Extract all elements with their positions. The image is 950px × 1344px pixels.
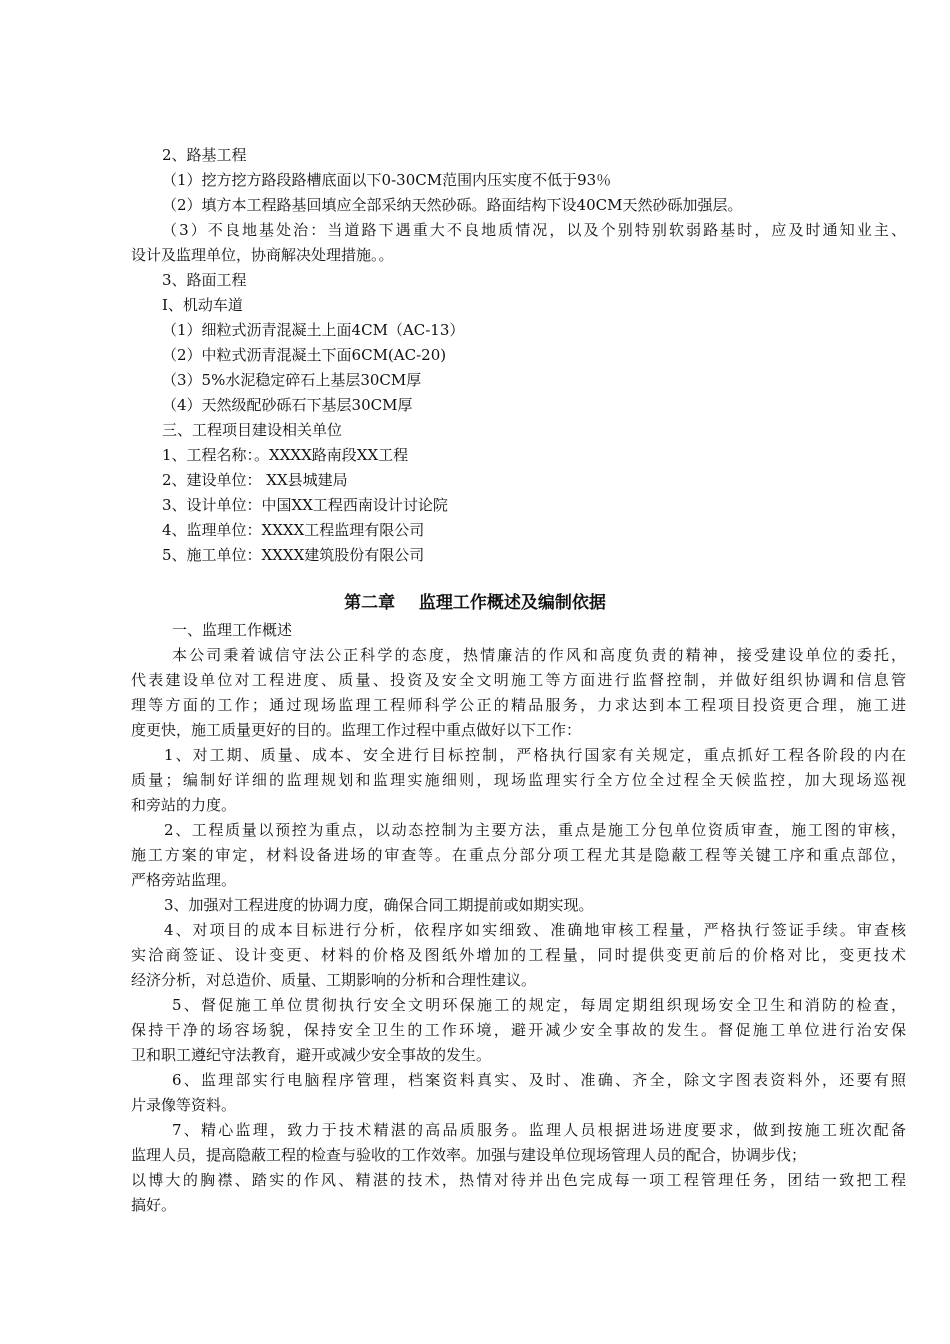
roadbed-item-1: （1）挖方挖方路段路槽底面以下0-30CM范围内压实度不低于93％ (162, 171, 612, 189)
item7-line-2: 监理人员，提高隐蔽工程的检查与验收的工作效率。加强与建设单位现场管理人员的配合，协调步伐； (131, 1146, 807, 1164)
pavement-item-1: （1）细粒式沥青混凝土上面4CM（AC-13） (162, 321, 465, 339)
item1-line-1: 1、对工期、质量、成本、安全进行目标控制，严格执行国家有关规定，重点抓好工程各阶段的内在 (164, 746, 906, 764)
intro-line-1: 本公司秉着诚信守法公正科学的态度，热情廉洁的作风和高度负责的精神，接受建设单位的委托， (172, 646, 906, 664)
unit-designer: 3、设计单位：中国XX工程西南设计讨论院 (162, 496, 448, 514)
item6-line-2: 片录像等资料。 (131, 1096, 237, 1114)
pavement-item-2: （2）中粒式沥青混凝土下面6CM(AC-20) (162, 346, 447, 364)
chapter-heading: 第二章 监理工作概述及编制依据 (344, 593, 606, 613)
pavement-item-3: （3）5%水泥稳定碎石上基层30CM厚 (162, 371, 422, 389)
item7-line-1: 7、精心监理，致力于技术精湛的高品质服务。监理人员根据进场进度要求，做到按施工班次配备 (172, 1121, 906, 1139)
pavement-item-4: （4）天然级配砂砾石下基层30CM厚 (162, 396, 413, 414)
pavement-title: 3、路面工程 (162, 271, 247, 289)
roadbed-item-2: （2）填方本工程路基回填应全部采纳天然砂砾。路面结构下设40CM天然砂砾加强层。 (162, 196, 743, 214)
roadbed-item-3-cont: 设计及监理单位，协商解决处理措施。。 (131, 246, 394, 264)
item4-line-2: 实洽商签证、设计变更、材料的价格及图纸外增加的工程量，同时提供变更前后的价格对比，变更技术 (131, 946, 906, 964)
item5-line-1: 5、督促施工单位贯彻执行安全文明环保施工的规定，每周定期组织现场安全卫生和消防的检查， (172, 996, 906, 1014)
roadbed-title: 2、路基工程 (162, 146, 247, 164)
overview-title: 一、监理工作概述 (172, 621, 293, 639)
item5-line-3: 卫和职工遵纪守法教育，避开或减少安全事故的发生。 (131, 1046, 492, 1064)
item3-line-1: 3、加强对工程进度的协调力度，确保合同工期提前或如期实现。 (164, 896, 594, 914)
item1-line-2: 质量；编制好详细的监理规划和监理实施细则，现场监理实行全方位全过程全天候监控，加大现场巡视 (131, 771, 906, 789)
item2-line-3: 严格旁站监理。 (131, 871, 237, 889)
item6-line-1: 6、监理部实行电脑程序管理，档案资料真实、及时、准确、齐全，除文字图表资料外，还要有照 (172, 1071, 906, 1089)
motor-lane-title: Ⅰ、机动车道 (162, 296, 243, 314)
item4-line-1: 4、对项目的成本目标进行分析，依程序如实细致、准确地审核工程量，严格执行签证手续。审查核 (164, 921, 906, 939)
unit-owner: 2、建设单位： XX县城建局 (162, 471, 348, 489)
intro-line-4: 度更快，施工质量更好的目的。监理工作过程中重点做好以下工作： (131, 721, 582, 739)
intro-line-3: 理等方面的工作；通过现场监理工程师科学公正的精品服务，力求达到本工程项目投资更合理，施工进 (131, 696, 906, 714)
item1-line-3: 和旁站的力度。 (131, 796, 237, 814)
item5-line-2: 保持干净的场容场貌，保持安全卫生的工作环境，避开减少安全事故的发生。督促施工单位进行治安保 (131, 1021, 906, 1039)
intro-line-2: 代表建设单位对工程进度、质量、投资及安全文明施工等方面进行监督控制，并做好组织协调和信息管 (131, 671, 906, 689)
item2-line-1: 2、工程质量以预控为重点，以动态控制为主要方法，重点是施工分包单位资质审查，施工图的审核， (164, 821, 906, 839)
item4-line-3: 经济分析，对总造价、质量、工期影响的分析和合理性建议。 (131, 971, 537, 989)
unit-supervisor: 4、监理单位：XXXX工程监理有限公司 (162, 521, 425, 539)
units-title: 三、工程项目建设相关单位 (162, 421, 343, 439)
roadbed-item-3: （3）不良地基处治：当道路下遇重大不良地质情况，以及个别特别软弱路基时，应及时通知业主、 (162, 221, 906, 239)
item7-line-3: 以博大的胸襟、踏实的作风、精湛的技术，热情对待并出色完成每一项工程管理任务，团结一致把工程 (131, 1171, 906, 1189)
unit-contractor: 5、施工单位：XXXX建筑股份有限公司 (162, 546, 425, 564)
item7-line-4: 搞好。 (131, 1196, 177, 1214)
item2-line-2: 施工方案的审定，材料设备进场的审查等。在重点分部分项工程尤其是隐蔽工程等关键工序和重点部位， (131, 846, 906, 864)
unit-project-name: 1、工程名称：。XXXX路南段XX工程 (162, 446, 409, 464)
